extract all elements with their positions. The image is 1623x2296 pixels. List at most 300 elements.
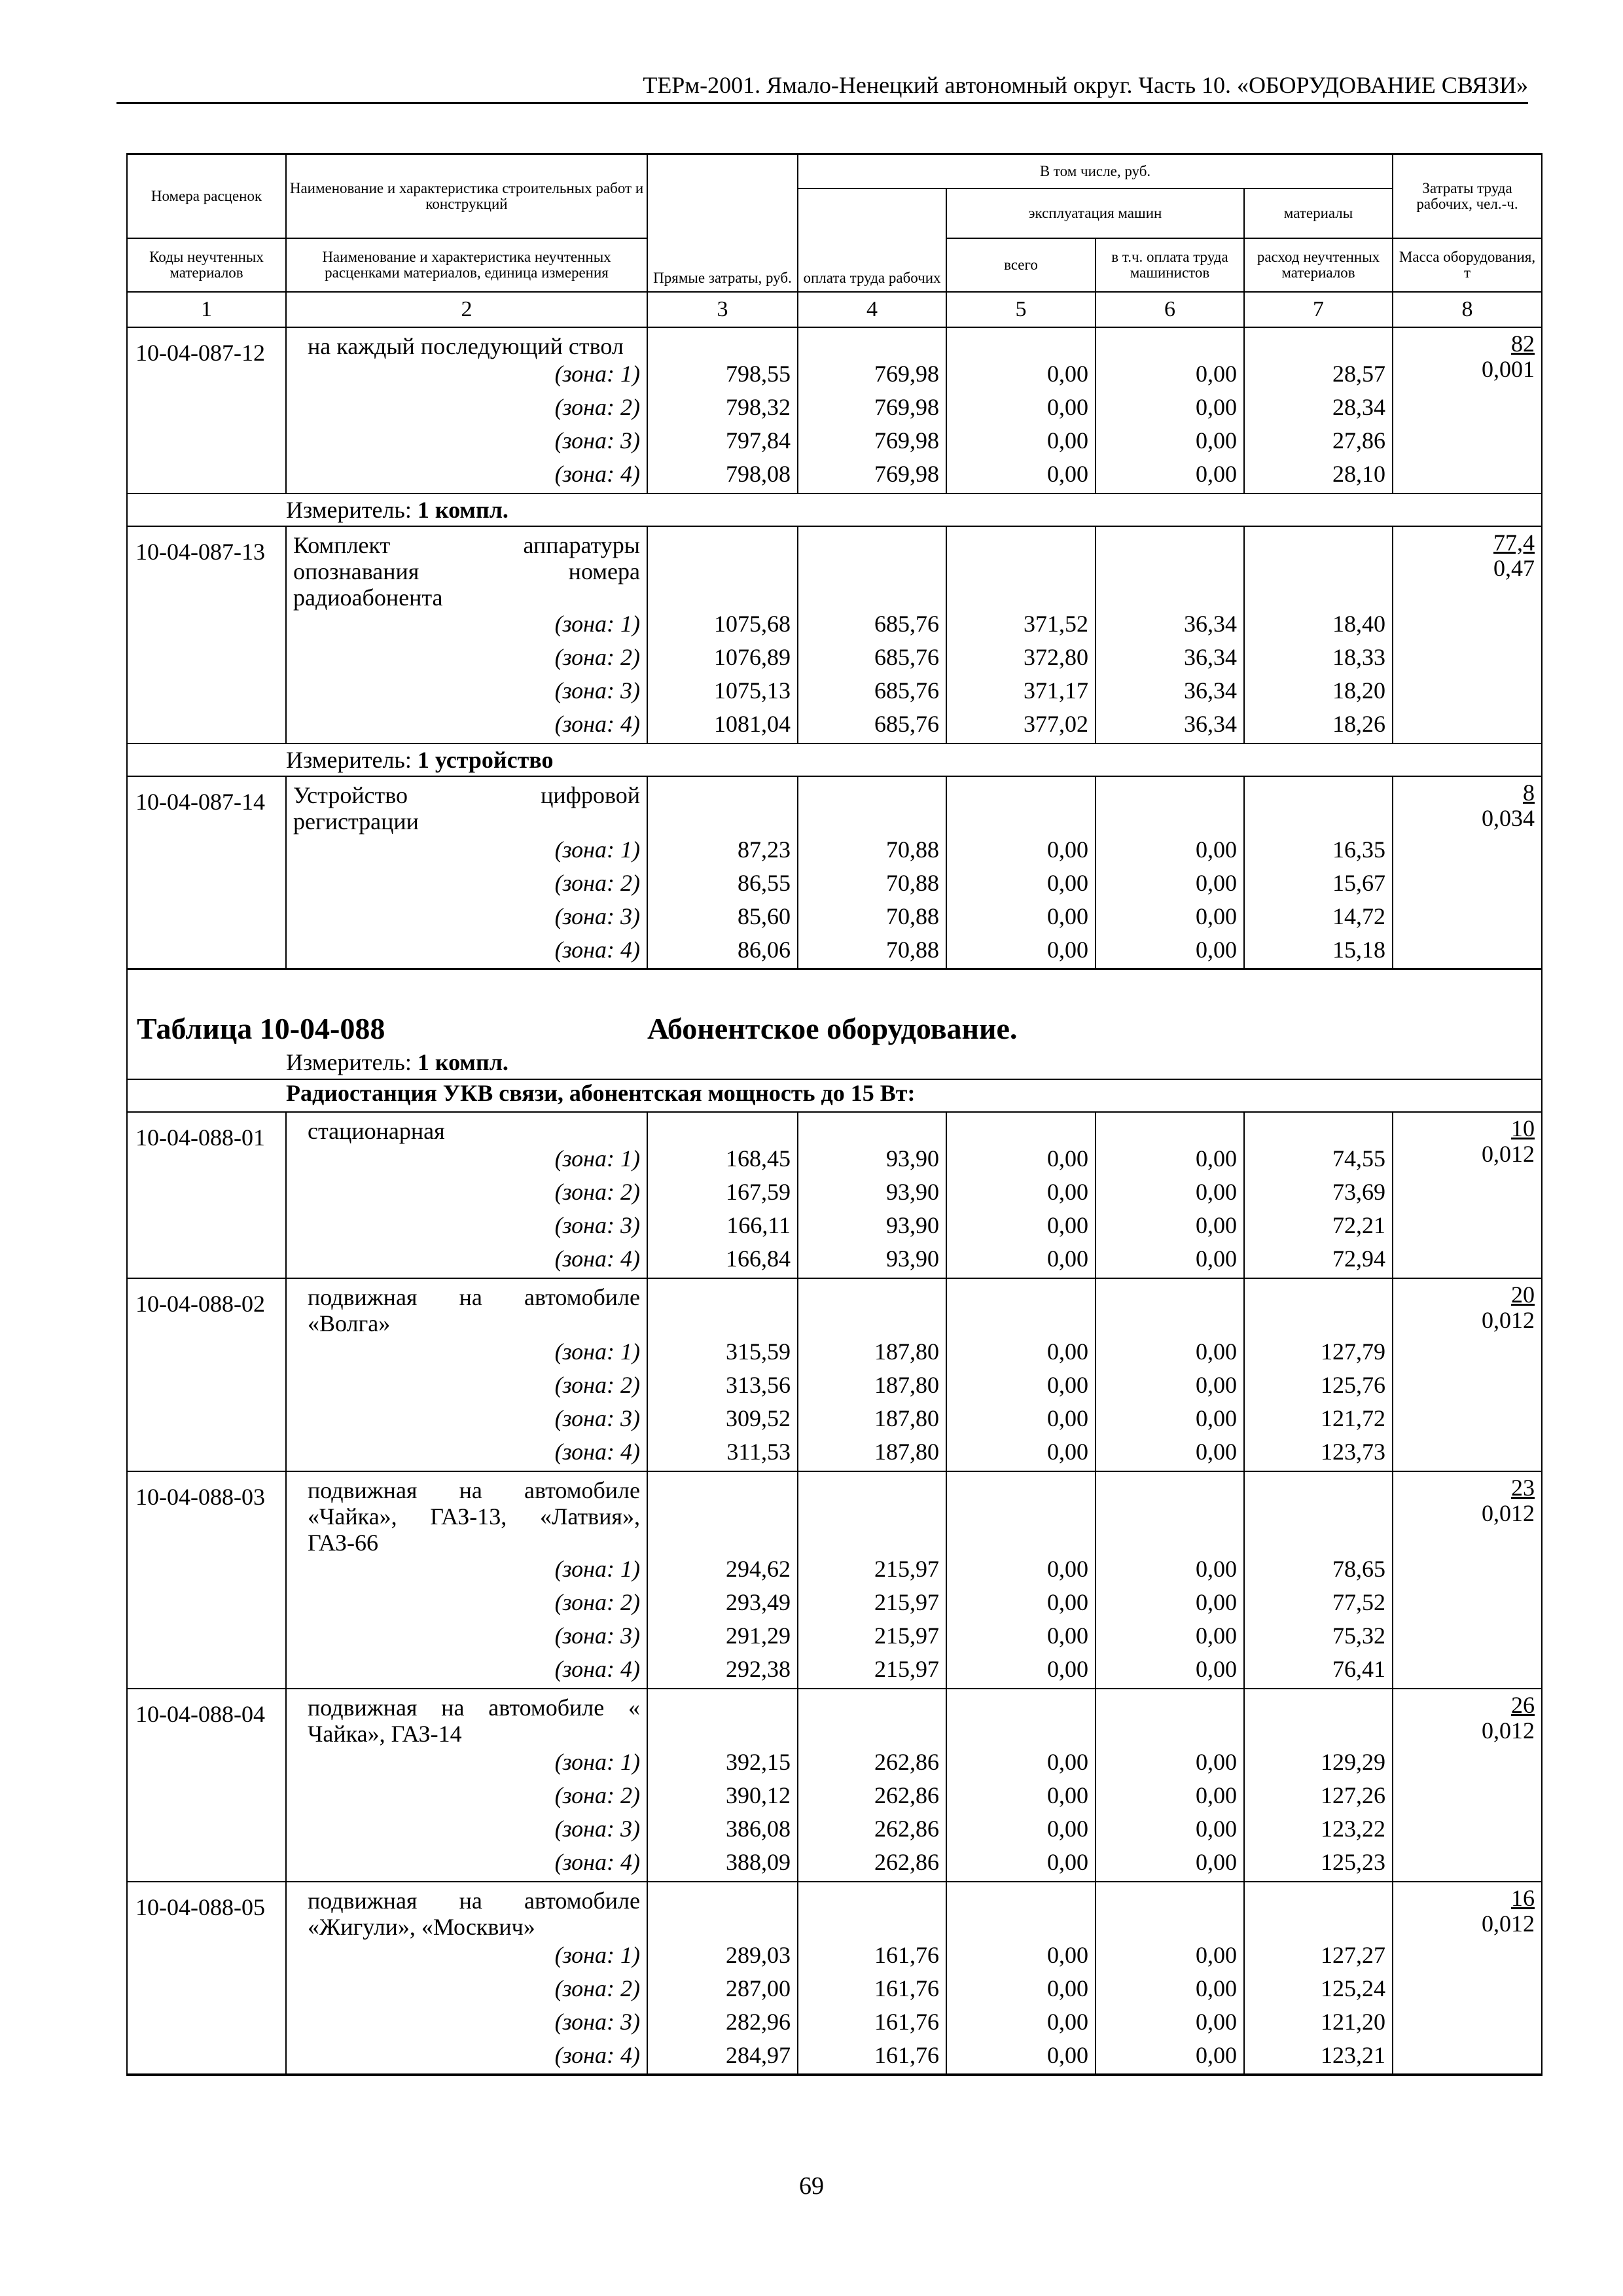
empty-cell: [946, 1471, 1096, 1556]
zone-label: (зона: 2): [286, 394, 647, 427]
table-body: [127, 327, 1542, 2075]
zone-label: (зона: 2): [286, 1975, 647, 2009]
meter-row: [127, 744, 1542, 776]
zone-row: [127, 1372, 1542, 1405]
materials-cost: 28,57: [1244, 361, 1393, 394]
direct-cost: 1081,04: [647, 711, 798, 744]
machine-cost: 0,00: [946, 870, 1096, 903]
machinist-wage: 36,34: [1096, 677, 1244, 711]
zone-label: (зона: 4): [286, 2042, 647, 2075]
zone-label: (зона: 2): [286, 1179, 647, 1212]
header-materials: материалы: [1244, 188, 1393, 238]
zone-row: [127, 2009, 1542, 2042]
materials-cost: 123,73: [1244, 1439, 1393, 1471]
header-num: 1: [127, 292, 286, 327]
direct-cost: 311,53: [647, 1439, 798, 1471]
zone-label: (зона: 3): [286, 1212, 647, 1246]
worker-wage: 161,76: [798, 1975, 946, 2009]
zone-label: (зона: 3): [286, 427, 647, 461]
machinist-wage: 0,00: [1096, 427, 1244, 461]
worker-wage: 187,80: [798, 1372, 946, 1405]
header-col4: оплата труда рабочих: [798, 188, 946, 292]
work-title: подвижная на автомобиле «Волга»: [286, 1278, 647, 1338]
direct-cost: 386,08: [647, 1816, 798, 1849]
rate-code: 10-04-087-13: [127, 526, 286, 744]
rate-table: [126, 153, 1543, 2076]
meter-row: [127, 493, 1542, 526]
equipment-mass: 0,034: [1482, 804, 1535, 831]
rate-code: 10-04-088-01: [127, 1112, 286, 1278]
rate-code: 10-04-088-04: [127, 1689, 286, 1882]
labor-mass-cell: [1393, 327, 1542, 493]
machinist-wage: 0,00: [1096, 394, 1244, 427]
materials-cost: 18,40: [1244, 611, 1393, 644]
equipment-mass: 0,001: [1482, 355, 1535, 382]
header-col1-bottom: Коды неучтенных материалов: [127, 238, 286, 292]
table-row: [127, 526, 1542, 611]
empty-cell: [1096, 1471, 1244, 1556]
empty-cell: [1244, 526, 1393, 611]
header-col5: всего: [946, 238, 1096, 292]
worker-wage: 93,90: [798, 1212, 946, 1246]
direct-cost: 390,12: [647, 1782, 798, 1816]
zone-label: (зона: 4): [286, 1246, 647, 1278]
machinist-wage: 0,00: [1096, 903, 1244, 937]
empty-cell: [647, 1278, 798, 1338]
worker-wage: 93,90: [798, 1145, 946, 1179]
machinist-wage: 0,00: [1096, 1816, 1244, 1849]
direct-cost: 388,09: [647, 1849, 798, 1882]
labor-mass-cell: [1393, 1882, 1542, 2075]
direct-cost: 166,84: [647, 1246, 798, 1278]
empty-cell: [946, 776, 1096, 836]
zone-row: [127, 394, 1542, 427]
machinist-wage: 0,00: [1096, 1556, 1244, 1589]
empty-cell: [1244, 776, 1393, 836]
header-col2-bottom: Наименование и характеристика неучтенных расценками материалов, единица измерения: [286, 238, 647, 292]
zone-label: (зона: 2): [286, 1589, 647, 1623]
zone-label: (зона: 3): [286, 1816, 647, 1849]
empty-cell: [647, 1112, 798, 1145]
machine-cost: 0,00: [946, 836, 1096, 870]
equipment-mass: 0,012: [1482, 1306, 1535, 1333]
direct-cost: 289,03: [647, 1942, 798, 1975]
worker-wage: 769,98: [798, 461, 946, 493]
work-title: Комплект аппаратуры опознавания номера радиоабонента: [286, 526, 647, 611]
zone-row: [127, 1405, 1542, 1439]
machine-cost: 0,00: [946, 1589, 1096, 1623]
materials-cost: 15,67: [1244, 870, 1393, 903]
header-col7: расход неучтенных материалов: [1244, 238, 1393, 292]
header-num: 7: [1244, 292, 1393, 327]
materials-cost: 125,76: [1244, 1372, 1393, 1405]
materials-cost: 72,21: [1244, 1212, 1393, 1246]
zone-row: [127, 644, 1542, 677]
machine-cost: 0,00: [946, 361, 1096, 394]
meter-label: Измеритель:: [286, 496, 412, 523]
work-title: стационарная: [286, 1112, 647, 1145]
worker-wage: 187,80: [798, 1338, 946, 1372]
empty-cell: [1096, 526, 1244, 611]
materials-cost: 74,55: [1244, 1145, 1393, 1179]
machinist-wage: 0,00: [1096, 1656, 1244, 1689]
materials-cost: 18,26: [1244, 711, 1393, 744]
materials-cost: 123,21: [1244, 2042, 1393, 2075]
machine-cost: 0,00: [946, 1405, 1096, 1439]
zone-row: [127, 1179, 1542, 1212]
machine-cost: 0,00: [946, 1246, 1096, 1278]
header-num: 2: [286, 292, 647, 327]
table-row: [127, 1112, 1542, 1145]
machine-cost: 0,00: [946, 1145, 1096, 1179]
worker-wage: 70,88: [798, 937, 946, 969]
empty-cell: [1244, 1882, 1393, 1942]
materials-cost: 72,94: [1244, 1246, 1393, 1278]
zone-row: [127, 1749, 1542, 1782]
direct-cost: 284,97: [647, 2042, 798, 2075]
zone-label: (зона: 4): [286, 937, 647, 969]
zone-label: (зона: 3): [286, 2009, 647, 2042]
machine-cost: 372,80: [946, 644, 1096, 677]
empty-cell: [1244, 1689, 1393, 1749]
zone-label: (зона: 4): [286, 1656, 647, 1689]
materials-cost: 127,27: [1244, 1942, 1393, 1975]
direct-cost: 292,38: [647, 1656, 798, 1689]
zone-row: [127, 1942, 1542, 1975]
header-numbers: [127, 292, 1542, 327]
worker-wage: 685,76: [798, 677, 946, 711]
table-row: [127, 327, 1542, 361]
machinist-wage: 0,00: [1096, 1849, 1244, 1882]
zone-row: [127, 1782, 1542, 1816]
direct-cost: 1075,68: [647, 611, 798, 644]
labor-cost: 8: [1523, 779, 1535, 806]
running-head: ТЕРм-2001. Ямало-Ненецкий автономный округ. Часть 10. «ОБОРУДОВАНИЕ СВЯЗИ»: [116, 71, 1528, 104]
machinist-wage: 0,00: [1096, 1405, 1244, 1439]
table-title-row: [127, 969, 1542, 1047]
direct-cost: 282,96: [647, 2009, 798, 2042]
labor-cost: 10: [1511, 1115, 1535, 1141]
empty-cell: [946, 526, 1096, 611]
machinist-wage: 0,00: [1096, 1179, 1244, 1212]
machine-cost: 0,00: [946, 427, 1096, 461]
zone-row: [127, 1975, 1542, 2009]
machinist-wage: 0,00: [1096, 1942, 1244, 1975]
empty-cell: [1096, 327, 1244, 361]
section-title: Радиостанция УКВ связи, абонентская мощность до 15 Вт:: [127, 1079, 1542, 1112]
empty-cell: [798, 526, 946, 611]
zone-row: [127, 677, 1542, 711]
worker-wage: 215,97: [798, 1623, 946, 1656]
direct-cost: 315,59: [647, 1338, 798, 1372]
labor-mass-cell: [1393, 1112, 1542, 1278]
empty-cell: [946, 1689, 1096, 1749]
worker-wage: 187,80: [798, 1405, 946, 1439]
machinist-wage: 0,00: [1096, 1246, 1244, 1278]
empty-cell: [1244, 1112, 1393, 1145]
machine-cost: 0,00: [946, 1439, 1096, 1471]
empty-cell: [1244, 1278, 1393, 1338]
header-incl: В том числе, руб.: [798, 154, 1393, 188]
equipment-mass: 0,012: [1482, 1499, 1535, 1526]
meter-cell: [127, 1047, 1542, 1079]
machine-cost: 0,00: [946, 1623, 1096, 1656]
rate-code: 10-04-088-05: [127, 1882, 286, 2075]
machine-cost: 0,00: [946, 2009, 1096, 2042]
machinist-wage: 0,00: [1096, 1338, 1244, 1372]
zone-label: (зона: 3): [286, 1623, 647, 1656]
zone-label: (зона: 1): [286, 1942, 647, 1975]
machinist-wage: 0,00: [1096, 1589, 1244, 1623]
empty-cell: [647, 776, 798, 836]
labor-cost: 20: [1511, 1281, 1535, 1308]
worker-wage: 70,88: [798, 903, 946, 937]
header-col8-bottom: Масса оборудования, т: [1393, 238, 1542, 292]
zone-row: [127, 2042, 1542, 2075]
materials-cost: 121,20: [1244, 2009, 1393, 2042]
materials-cost: 78,65: [1244, 1556, 1393, 1589]
table-row: [127, 776, 1542, 836]
materials-cost: 125,24: [1244, 1975, 1393, 2009]
labor-mass-cell: [1393, 776, 1542, 969]
zone-label: (зона: 2): [286, 1372, 647, 1405]
equipment-mass: 0,47: [1493, 554, 1535, 581]
materials-cost: 125,23: [1244, 1849, 1393, 1882]
machine-cost: 0,00: [946, 903, 1096, 937]
empty-cell: [647, 1689, 798, 1749]
rate-code: 10-04-088-03: [127, 1471, 286, 1689]
zone-row: [127, 1246, 1542, 1278]
zone-row: [127, 1849, 1542, 1882]
worker-wage: 769,98: [798, 427, 946, 461]
labor-cost: 16: [1511, 1884, 1535, 1911]
materials-cost: 28,34: [1244, 394, 1393, 427]
materials-cost: 18,20: [1244, 677, 1393, 711]
zone-row: [127, 1145, 1542, 1179]
worker-wage: 685,76: [798, 711, 946, 744]
empty-cell: [798, 1278, 946, 1338]
machine-cost: 0,00: [946, 1849, 1096, 1882]
materials-cost: 127,26: [1244, 1782, 1393, 1816]
machine-cost: 0,00: [946, 1816, 1096, 1849]
header-machines: эксплуатация машин: [946, 188, 1244, 238]
zone-row: [127, 1556, 1542, 1589]
direct-cost: 1076,89: [647, 644, 798, 677]
empty-cell: [798, 776, 946, 836]
empty-cell: [1096, 1278, 1244, 1338]
header-num: 4: [798, 292, 946, 327]
worker-wage: 161,76: [798, 1942, 946, 1975]
zone-label: (зона: 4): [286, 461, 647, 493]
meter-value: 1 устройство: [417, 746, 554, 773]
zone-row: [127, 1338, 1542, 1372]
header-col1-top: Номера расценок: [127, 154, 286, 238]
direct-cost: 168,45: [647, 1145, 798, 1179]
machinist-wage: 0,00: [1096, 1439, 1244, 1471]
direct-cost: 798,08: [647, 461, 798, 493]
labor-mass-cell: [1393, 526, 1542, 744]
table-row: [127, 1471, 1542, 1556]
empty-cell: [798, 1471, 946, 1556]
machinist-wage: 0,00: [1096, 1975, 1244, 2009]
equipment-mass: 0,012: [1482, 1140, 1535, 1167]
materials-cost: 129,29: [1244, 1749, 1393, 1782]
direct-cost: 797,84: [647, 427, 798, 461]
machine-cost: 0,00: [946, 1179, 1096, 1212]
header-col2-top: Наименование и характеристика строительных работ и конструкций: [286, 154, 647, 238]
zone-label: (зона: 4): [286, 711, 647, 744]
header-col8-top: Затраты труда рабочих, чел.-ч.: [1393, 154, 1542, 238]
zone-row: [127, 427, 1542, 461]
empty-cell: [798, 1882, 946, 1942]
meter-value: 1 компл.: [417, 496, 508, 523]
machine-cost: 0,00: [946, 1749, 1096, 1782]
machinist-wage: 0,00: [1096, 361, 1244, 394]
zone-label: (зона: 1): [286, 1145, 647, 1179]
labor-cost: 26: [1511, 1691, 1535, 1718]
table-row: [127, 1278, 1542, 1338]
empty-cell: [647, 526, 798, 611]
direct-cost: 85,60: [647, 903, 798, 937]
table-title-cell: [127, 969, 1542, 1047]
zone-row: [127, 361, 1542, 394]
worker-wage: 93,90: [798, 1246, 946, 1278]
table-name: Абонентское оборудование.: [647, 1011, 1018, 1045]
work-title: на каждый последующий ствол: [286, 327, 647, 361]
machine-cost: 371,52: [946, 611, 1096, 644]
machine-cost: 371,17: [946, 677, 1096, 711]
zone-row: [127, 937, 1542, 969]
table-row: [127, 1689, 1542, 1749]
labor-mass-cell: [1393, 1278, 1542, 1471]
zone-row: [127, 836, 1542, 870]
worker-wage: 70,88: [798, 870, 946, 903]
worker-wage: 262,86: [798, 1816, 946, 1849]
work-title: Устройство цифровой регистрации: [286, 776, 647, 836]
labor-cost: 82: [1511, 330, 1535, 357]
table-number: Таблица 10-04-088: [137, 1011, 385, 1045]
machinist-wage: 0,00: [1096, 1145, 1244, 1179]
direct-cost: 294,62: [647, 1556, 798, 1589]
materials-cost: 127,79: [1244, 1338, 1393, 1372]
zone-row: [127, 1212, 1542, 1246]
zone-row: [127, 1439, 1542, 1471]
empty-cell: [1096, 1112, 1244, 1145]
machinist-wage: 0,00: [1096, 461, 1244, 493]
machinist-wage: 0,00: [1096, 1623, 1244, 1656]
meter-label: Измеритель:: [286, 1049, 412, 1075]
empty-cell: [946, 1882, 1096, 1942]
meter-row: [127, 1047, 1542, 1079]
empty-cell: [1096, 1882, 1244, 1942]
zone-label: (зона: 1): [286, 1556, 647, 1589]
machine-cost: 0,00: [946, 1942, 1096, 1975]
header-num: 5: [946, 292, 1096, 327]
direct-cost: 313,56: [647, 1372, 798, 1405]
materials-cost: 28,10: [1244, 461, 1393, 493]
machinist-wage: 0,00: [1096, 2042, 1244, 2075]
work-title: подвижная на автомобиле «Чайка», ГАЗ-13, «Латвия», ГАЗ-66: [286, 1471, 647, 1556]
direct-cost: 798,55: [647, 361, 798, 394]
header-num: 3: [647, 292, 798, 327]
worker-wage: 262,86: [798, 1849, 946, 1882]
direct-cost: 798,32: [647, 394, 798, 427]
direct-cost: 86,55: [647, 870, 798, 903]
machine-cost: 0,00: [946, 1782, 1096, 1816]
zone-label: (зона: 1): [286, 361, 647, 394]
direct-cost: 166,11: [647, 1212, 798, 1246]
machine-cost: 0,00: [946, 1975, 1096, 2009]
labor-cost: 23: [1511, 1474, 1535, 1501]
materials-cost: 76,41: [1244, 1656, 1393, 1689]
worker-wage: 685,76: [798, 611, 946, 644]
zone-label: (зона: 1): [286, 611, 647, 644]
materials-cost: 121,72: [1244, 1405, 1393, 1439]
empty-cell: [1096, 1689, 1244, 1749]
zone-label: (зона: 2): [286, 644, 647, 677]
zone-row: [127, 711, 1542, 744]
machine-cost: 0,00: [946, 394, 1096, 427]
direct-cost: 293,49: [647, 1589, 798, 1623]
rate-code: 10-04-088-02: [127, 1278, 286, 1471]
worker-wage: 70,88: [798, 836, 946, 870]
machine-cost: 0,00: [946, 1656, 1096, 1689]
table-header: [127, 154, 1542, 327]
materials-cost: 18,33: [1244, 644, 1393, 677]
rate-code: 10-04-087-12: [127, 327, 286, 493]
direct-cost: 291,29: [647, 1623, 798, 1656]
empty-cell: [798, 1689, 946, 1749]
machine-cost: 0,00: [946, 937, 1096, 969]
machine-cost: 0,00: [946, 1372, 1096, 1405]
zone-label: (зона: 2): [286, 870, 647, 903]
zone-label: (зона: 4): [286, 1439, 647, 1471]
direct-cost: 87,23: [647, 836, 798, 870]
materials-cost: 123,22: [1244, 1816, 1393, 1849]
materials-cost: 73,69: [1244, 1179, 1393, 1212]
page-number: 69: [799, 2172, 824, 2200]
empty-cell: [946, 327, 1096, 361]
materials-cost: 27,86: [1244, 427, 1393, 461]
empty-cell: [946, 1278, 1096, 1338]
empty-cell: [647, 1882, 798, 1942]
machine-cost: 0,00: [946, 1338, 1096, 1372]
machinist-wage: 36,34: [1096, 711, 1244, 744]
header-num: 8: [1393, 292, 1542, 327]
zone-row: [127, 1656, 1542, 1689]
zone-row: [127, 1816, 1542, 1849]
meter-label: Измеритель:: [286, 746, 412, 773]
worker-wage: 769,98: [798, 394, 946, 427]
worker-wage: 187,80: [798, 1439, 946, 1471]
worker-wage: 262,86: [798, 1749, 946, 1782]
worker-wage: 769,98: [798, 361, 946, 394]
machinist-wage: 0,00: [1096, 937, 1244, 969]
worker-wage: 215,97: [798, 1656, 946, 1689]
materials-cost: 15,18: [1244, 937, 1393, 969]
zone-label: (зона: 1): [286, 1749, 647, 1782]
zone-label: (зона: 4): [286, 1849, 647, 1882]
table-row: [127, 1882, 1542, 1942]
section-row: [127, 1079, 1542, 1112]
materials-cost: 77,52: [1244, 1589, 1393, 1623]
labor-mass-cell: [1393, 1689, 1542, 1882]
work-title: подвижная на автомобиле « Чайка», ГАЗ-14: [286, 1689, 647, 1749]
machinist-wage: 36,34: [1096, 644, 1244, 677]
worker-wage: 161,76: [798, 2042, 946, 2075]
zone-label: (зона: 1): [286, 1338, 647, 1372]
machinist-wage: 0,00: [1096, 870, 1244, 903]
